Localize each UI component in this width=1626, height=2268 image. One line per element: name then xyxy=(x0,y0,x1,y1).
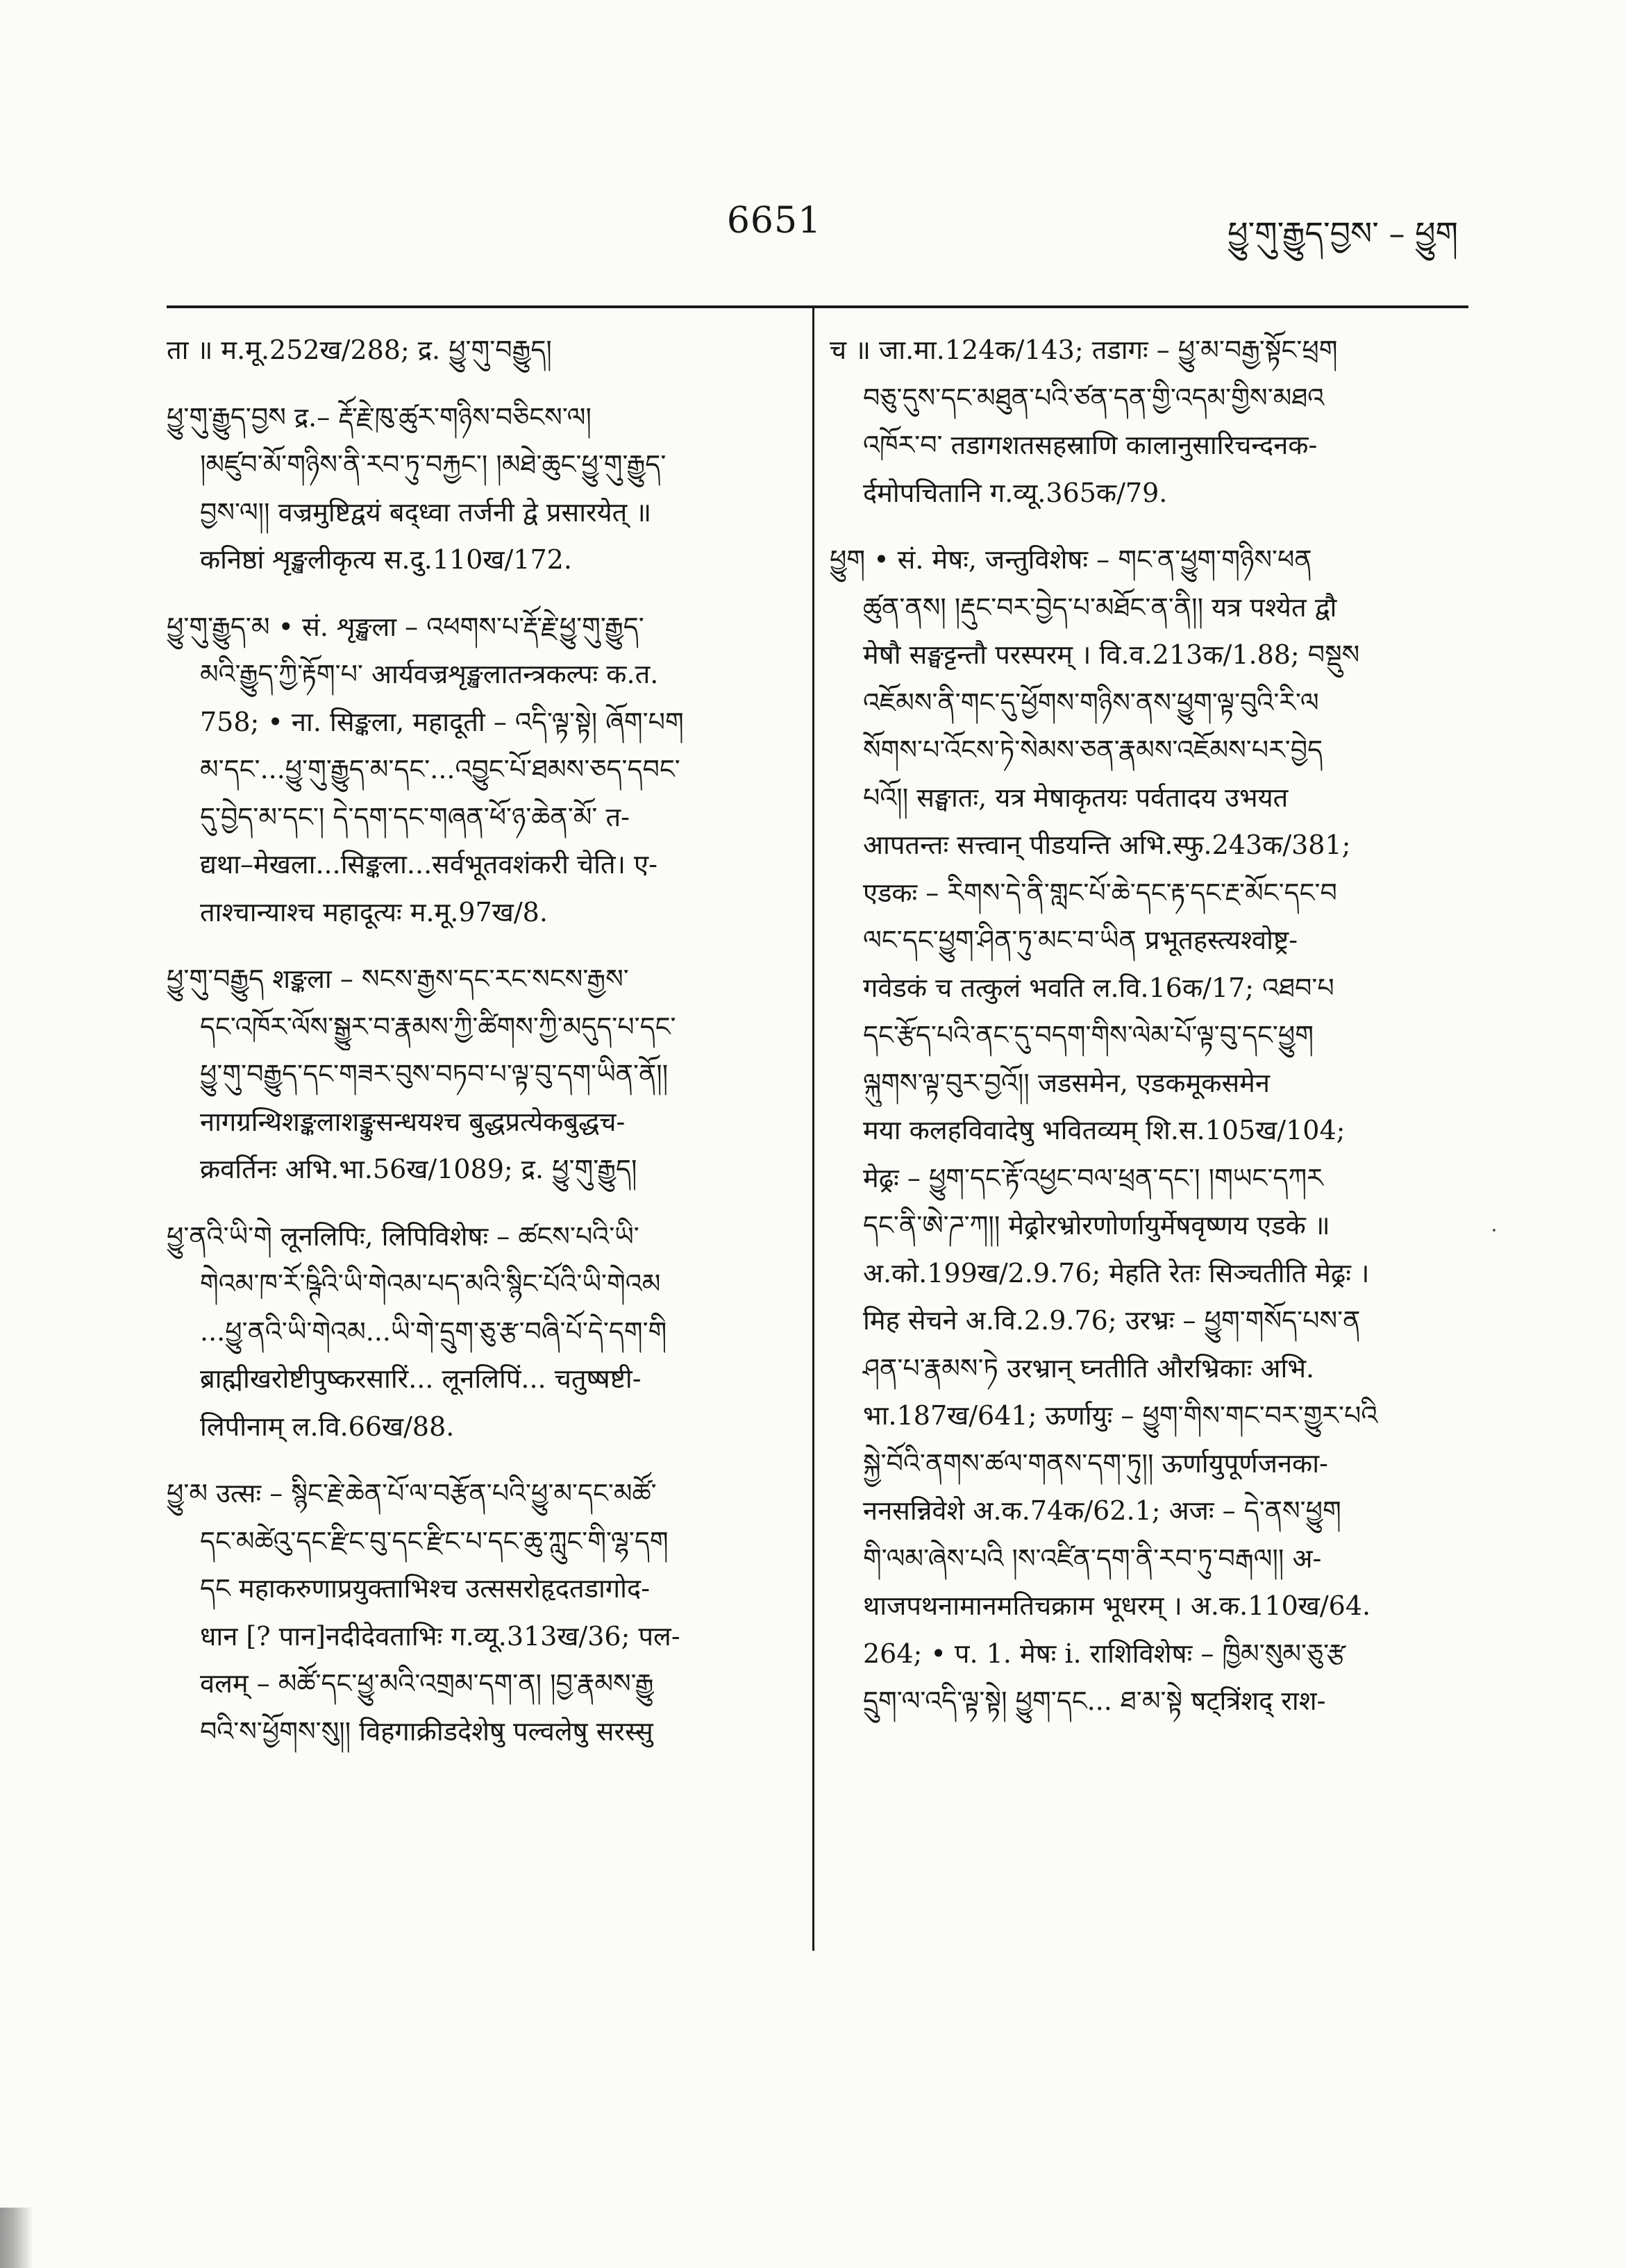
entry-text-line: मेषौ सङ्घट्टन्तौ परस्परम् । वि.व.213क/1.88; བསྡུས xyxy=(863,639,1360,670)
entry-text-line: ཤན་པ་རྣམས་ཏེ उरभ्रान् घ्नतीति औरभ्रिकाः अभि. xyxy=(863,1352,1315,1384)
entry-headword-line: ཕྱུ་གུ་རྒྱུད་བྱས द्र.– རྡོ་རྗེ་ཁུ་ཚུར་གཉིས་བཅིངས་ལ། xyxy=(167,401,592,432)
entry-text-line: ननसन्निवेशे अ.क.74क/62.1; अजः – དེ་ནས་ཕྱུག xyxy=(863,1495,1341,1526)
dictionary-entry xyxy=(167,1470,802,1755)
entry-text-line: དྲུག་ལ་འདི་ལྟ་སྟེ། ཕྱུག་དང... ཐ་མ་སྟེ षट्त्रिंशद् राश- xyxy=(863,1686,1326,1716)
scan-speck xyxy=(1493,1229,1495,1232)
entry-text-line: अ.को.199ख/2.9.76; मेहति रेतः सिञ्चतीति मेढ्रः । xyxy=(863,1257,1370,1288)
entry-text-line: གི་ལམ་ཞེས་པའི །ས་འཛིན་དག་ནི་རབ་ཏུ་བརྒལ།། अ- xyxy=(863,1543,1322,1574)
entry-headword-line: ཕྱུ་མ उत्सः – སྙིང་རྗེ་ཆེན་པོ་ལ་བརྩོན་པའི་ཕྱུ་མ་དང་མཚོ་ xyxy=(167,1478,657,1509)
entry-text-line: གེའམ་ཁ་རོ་ཥྚིའི་ཡི་གེའམ་པད་མའི་སྙིང་པོའི་ཡི་གེའམ xyxy=(200,1268,661,1299)
entry-text-line: དང महाकरुणाप्रयुक्ताभिश्च उत्ससरोहृदतडागोद- xyxy=(200,1573,651,1604)
entry-text-line: པའོ།། सङ्घातः, यत्र मेषाकृतयः पर्वतादय उभयत xyxy=(863,782,1289,813)
entry-text-line: ...ཕྱུ་ནའི་ཡི་གེའམ...ཡི་གེ་དྲུག་ཅུ་རྩ་བཞི་པོ་དེ་དག་གི xyxy=(200,1316,667,1347)
entry-text-line: क्रवर्तिनः अभि.भा.56ख/1089; द्र. ཕྱུ་གུ་རྒྱུད། xyxy=(200,1154,637,1184)
entry-text-line: ताश्चान्याश्च महादूत्यः म.मू.97ख/8. xyxy=(200,896,548,927)
header-rule xyxy=(167,305,1468,308)
entry-text-line: །མཛུབ་མོ་གཉིས་ནི་རབ་ཏུ་བརྐྱང་། །མཐེ་ཆུང་ཕྱུ་གུ་རྒྱུད་ xyxy=(200,449,667,480)
scan-edge-shadow xyxy=(0,2208,33,2268)
entry-text-line: དང་འཁོར་ལོས་སྒྱུར་བ་རྣམས་ཀྱི་ཚིགས་ཀྱི་མདུད་པ་དང་ xyxy=(200,1011,676,1042)
entry-text-line: དང་ནི་ཨེ་ཌ་ཀ།། मेढ्रोरभ्रोरणोर्णायुर्मेषवृष्णय एडके ॥ xyxy=(863,1210,1330,1241)
page-number: 6651 xyxy=(726,200,822,242)
entry-text-line: བྱས་ལ།། वज्रमुष्टिद्वयं बद्ध्वा तर्जनी द्वे प्रसारयेत् ॥ xyxy=(200,496,652,528)
entry-text-line: नागग्रन्थिशङ्कलाशङ्कुसन्धयश्च बुद्धप्रत्येकबुद्धच- xyxy=(200,1106,626,1137)
entry-text-line: 758; • ना. सिङ्कला, महादूती – འདི་ལྟ་སྟེ། ཞོག་པག xyxy=(200,706,684,737)
right-column xyxy=(830,326,1465,1745)
entry-text-line: འཇོམས་ནི་གང་དུ་ཕྱོགས་གཉིས་ནས་ཕྱུག་ལྟ་བུའི་རི་ལ xyxy=(863,687,1319,718)
entry-headword-line: ता ॥ म.मू.252ख/288; द्र. ཕྱུ་གུ་བརྒྱུད། xyxy=(167,335,552,365)
dictionary-entry xyxy=(167,603,802,936)
entry-text-line: དུ་བྱེད་མ་དང་། དེ་དག་དང་གཞན་ཕོ་ཉ་ཆེན་མོ་ त- xyxy=(200,801,630,832)
dictionary-entry xyxy=(167,955,802,1193)
entry-text-line: དང་མཚེའུ་དང་རྫིང་བུ་དང་རྫིང་པ་དང་ཆུ་ཀླུང་གི་ལྷ་དག xyxy=(200,1525,669,1556)
entry-text-line: ལྐུགས་ལྟ་བུར་བྱའོ།། जडसमेन, एडकमूकसमेन xyxy=(863,1067,1270,1098)
entry-text-line: एडकः – རིགས་དེ་ནི་གླང་པོ་ཆེ་དང་རྟ་དང་རྔ་མོང་དང་བ xyxy=(863,877,1337,908)
entry-text-line: ལང་དང་ཕྱུག་ཤིན་ཏུ་མང་བ་ཡིན प्रभूतहस्त्यश्वोष्ट्र- xyxy=(863,925,1298,955)
entry-text-line: आपतन्तः सत्त्वान् पीडयन्ति अभि.स्फु.243क/381; xyxy=(863,830,1351,860)
entry-headword-line: ཕྱུ་གུ་རྒྱུད་མ • सं. शृङ्खला – འཕགས་པ་རྡོ་རྗེ་ཕྱུ་གུ་རྒྱུད་ xyxy=(167,611,644,642)
column-divider xyxy=(812,305,814,1951)
entry-text-line: गवेडकं च तत्कुलं भवति ल.वि.16क/17; འཐབ་པ xyxy=(863,972,1334,1003)
dictionary-entry xyxy=(167,394,802,584)
entry-text-line: वलम् – མཚོ་དང་ཕྱུ་མའི་འགྲམ་དག་ན། །བྱ་རྣམས་རྒྱུ xyxy=(200,1668,654,1699)
entry-text-line: སོགས་པ་འོངས་ཏེ་སེམས་ཅན་རྣམས་འཇོམས་པར་བྱེད xyxy=(863,734,1323,765)
dictionary-entry xyxy=(167,326,802,374)
entry-text-line: लिपीनाम् ल.वि.66ख/88. xyxy=(200,1411,455,1442)
entry-text-line: ཚུན་ནས། །རྡུང་བར་བྱེད་པ་མཐོང་ན་ནི།། यत्र पश्येत द्वौ xyxy=(863,591,1337,623)
entry-text-line: 264; • प. 1. मेषः i. राशिविशेषः – ཁྱིམ་སུམ་ཅུ་རྩ xyxy=(863,1638,1346,1669)
entry-text-line: མ་དང་...ཕྱུ་གུ་རྒྱུད་མ་དང་...འབྱུང་པོ་ཐམས་ཅད་དབང་ xyxy=(200,754,680,784)
entry-text-line: र्दमोपचितानि ग.व्यू.365क/79. xyxy=(863,477,1168,508)
entry-text-line: མའི་རྒྱུད་ཀྱི་རྟོག་པ་ आर्यवज्रशृङ्खलातन्त्रकल्पः क.त. xyxy=(200,659,659,689)
entry-text-line: བཅུ་དུས་དང་མཐུན་པའི་ཙན་དན་གྱི་འདམ་གྱིས་མཐའ xyxy=(863,382,1325,413)
entry-headword-line: ཕྱུ་གུ་བརྒྱུད शङ्कला – སངས་རྒྱས་དང་རང་སངས་རྒྱས་ xyxy=(167,964,629,994)
dictionary-entry xyxy=(830,536,1465,1725)
entry-headword-line: च ॥ जा.मा.124क/143; तडागः – ཕྱུ་མ་བརྒྱ་སྟོང་ཕྲག xyxy=(830,335,1338,365)
entry-text-line: བའི་ས་ཕྱོགས་སུ།། विहगाक्रीडदेशेषु पल्वलेषु सरस्सु xyxy=(200,1715,653,1747)
entry-headword-line: ཕྱུག • सं. मेषः, जन्तुविशेषः – གང་ན་ཕྱུག་གཉིས་ཕན xyxy=(830,544,1312,575)
left-column xyxy=(167,326,802,1774)
entry-text-line: དང་རྩོད་པའི་ནང་དུ་བདག་གིས་ལེམ་པོ་ལྟ་བུ་དང་ཕྱུག xyxy=(863,1020,1314,1050)
entry-text-line: ཕྱུ་གུ་བརྒྱུད་དང་གཟར་བུས་བཏབ་པ་ལྟ་བུ་དག་ཡིན་ནོ།། xyxy=(200,1059,669,1089)
entry-text-line: द्यथा–मेखला...सिङ्कला...सर्वभूतवशंकरी चेति। ए- xyxy=(200,849,657,880)
entry-text-line: འཁོར་བ་ तडागशतसहस्राणि कालानुसारिचन्दनक- xyxy=(863,430,1318,460)
entry-headword-line: ཕྱུ་ནའི་ཡི་གེ लूनलिपिः, लिपिविशेषः – ཚངས་པའི་ཡི་ xyxy=(167,1220,639,1252)
entry-text-line: ब्राह्मीखरोष्टीपुष्करसारिं... लूनलिपिं... चतुष्षष्टी- xyxy=(200,1363,642,1394)
dictionary-entry xyxy=(830,326,1465,516)
entry-text-line: कनिष्ठां शृङ्खलीकृत्य स.दु.110ख/172. xyxy=(200,544,572,575)
entry-text-line: སྐྱེ་བོའི་ནགས་ཚལ་གནས་དག་ཏུ།། ऊर्णायुपूर्णजनका- xyxy=(863,1447,1328,1479)
guide-words: ཕྱུ་གུ་རྒྱུད་བྱས་ – ཕྱུག xyxy=(1227,215,1458,252)
entry-text-line: धान [? पान]नदीदेवताभिः ग.व्यू.313ख/36; पल- xyxy=(200,1620,680,1652)
entry-text-line: मिह सेचने अ.वि.2.9.76; उरभ्रः – ཕྱུག་གསོད་པས་ན xyxy=(863,1305,1361,1336)
dictionary-entry xyxy=(167,1213,802,1451)
entry-text-line: मया कलहविवादेषु भवितव्यम् शि.स.105ख/104; xyxy=(863,1115,1346,1145)
entry-text-line: मेढ्रः – ཕྱུག་དང་རྟོ་འཕྱང་བལ་ཕྲན་དང་། །གཡང་དཀར xyxy=(863,1162,1323,1193)
entry-text-line: थाजपथनामानमतिचक्राम भूधरम् । अ.क.110ख/64. xyxy=(863,1590,1371,1621)
entry-text-line: भा.187ख/641; ऊर्णायुः – ཕྱུག་གིས་གང་བར་གྱུར་པའི xyxy=(863,1400,1378,1431)
